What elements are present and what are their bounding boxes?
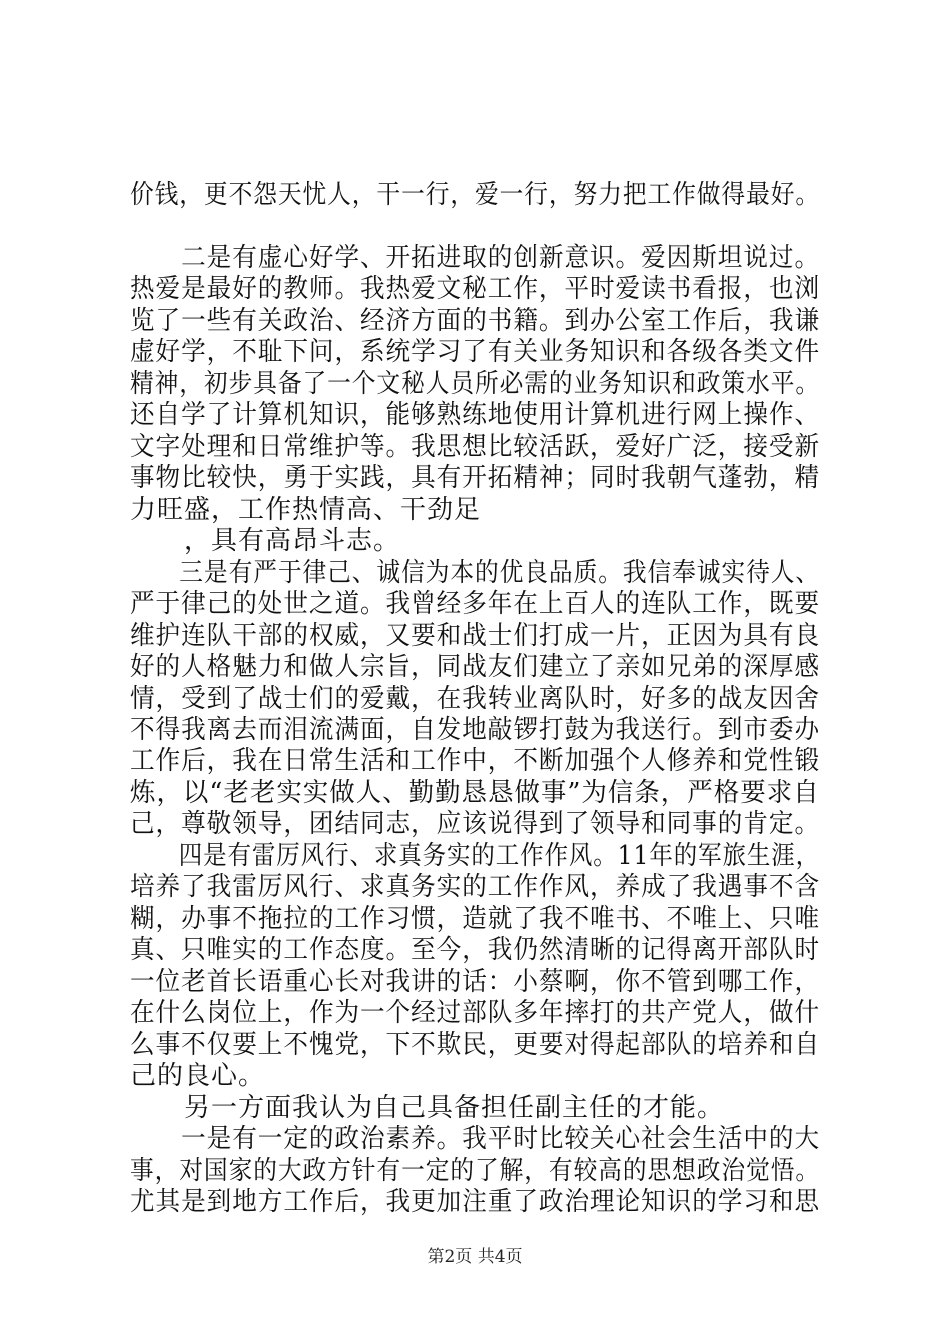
text-line: 己，尊敬领导，团结同志，应该说得到了领导和同事的肯定。	[130, 809, 821, 840]
text-line: 价钱，更不怨天忧人，干一行，爱一行，努力把工作做得最好。	[130, 180, 821, 210]
text-line: 维护连队干部的权威，又要和战士们打成一片，正因为具有良	[130, 620, 821, 651]
text-line: 严于律己的处世之道。我曾经多年在上百人的连队工作，既要	[130, 589, 821, 620]
page-number-footer: 第2页 共4页	[427, 1247, 523, 1267]
text-line: ，具有高昂斗志。	[130, 526, 401, 557]
text-line: 三是有严于律己、诚信为本的优良品质。我信奉诚实待人、	[130, 557, 821, 588]
text-line: 二是有虚心好学、开拓进取的创新意识。爱因斯坦说过。	[130, 243, 821, 273]
text-line: 一是有一定的政治素养。我平时比较关心社会生活中的大	[130, 1124, 821, 1155]
text-line: 炼，以“老老实实做人、勤勤恳恳做事”为信条，严格要求自	[130, 777, 820, 808]
text-line: 情，受到了战士们的爱戴，在我转业离队时，好多的战友因舍	[130, 683, 821, 714]
text-line: 精神，初步具备了一个文秘人员所必需的业务知识和政策水平。	[130, 368, 821, 399]
text-line: 四是有雷厉风行、求真务实的工作作风。11年的军旅生涯，	[130, 840, 821, 871]
text-line: 好的人格魅力和做人宗旨，同战友们建立了亲如兄弟的深厚感	[130, 652, 821, 683]
text-line: 工作后，我在日常生活和工作中，不断加强个人修养和党性锻	[130, 746, 821, 777]
text-line: 么事不仅要上不愧党，下不欺民，更要对得起部队的培养和自	[130, 1029, 821, 1060]
text-line: 一位老首长语重心长对我讲的话：小蔡啊，你不管到哪工作，	[130, 966, 821, 997]
text-line: 力旺盛，工作热情高、干劲足	[130, 494, 482, 525]
text-line: 热爱是最好的教师。我热爱文秘工作，平时爱读书看报，也浏	[130, 274, 821, 305]
text-line: 尤其是到地方工作后，我更加注重了政治理论知识的学习和思	[130, 1187, 821, 1217]
text-line: 另一方面我认为自己具备担任副主任的才能。	[130, 1092, 725, 1123]
text-line: 不得我离去而泪流满面，自发地敲锣打鼓为我送行。到市委办	[130, 715, 821, 745]
text-line: 还自学了计算机知识，能够熟练地使用计算机进行网上操作、	[130, 400, 821, 431]
text-line: 览了一些有关政治、经济方面的书籍。到办公室工作后，我谦	[130, 305, 821, 336]
text-line: 事，对国家的大政方针有一定的了解，有较高的思想政治觉悟。	[130, 1155, 821, 1186]
text-line: 己的良心。	[130, 1061, 266, 1092]
text-line: 文字处理和日常维护等。我思想比较活跃，爱好广泛，接受新	[130, 431, 821, 462]
text-line: 虚好学，不耻下问，系统学习了有关业务知识和各级各类文件	[130, 337, 821, 368]
text-line: 在什么岗位上，作为一个经过部队多年摔打的共产党人，做什	[130, 998, 821, 1029]
text-line: 真、只唯实的工作态度。至今，我仍然清晰的记得离开部队时	[130, 935, 821, 966]
text-line: 事物比较快，勇于实践，具有开拓精神；同时我朝气蓬勃，精	[130, 463, 821, 494]
text-line: 培养了我雷厉风行、求真务实的工作作风，养成了我遇事不含	[130, 872, 821, 903]
text-line: 糊，办事不拖拉的工作习惯，造就了我不唯书、不唯上、只唯	[130, 903, 821, 934]
